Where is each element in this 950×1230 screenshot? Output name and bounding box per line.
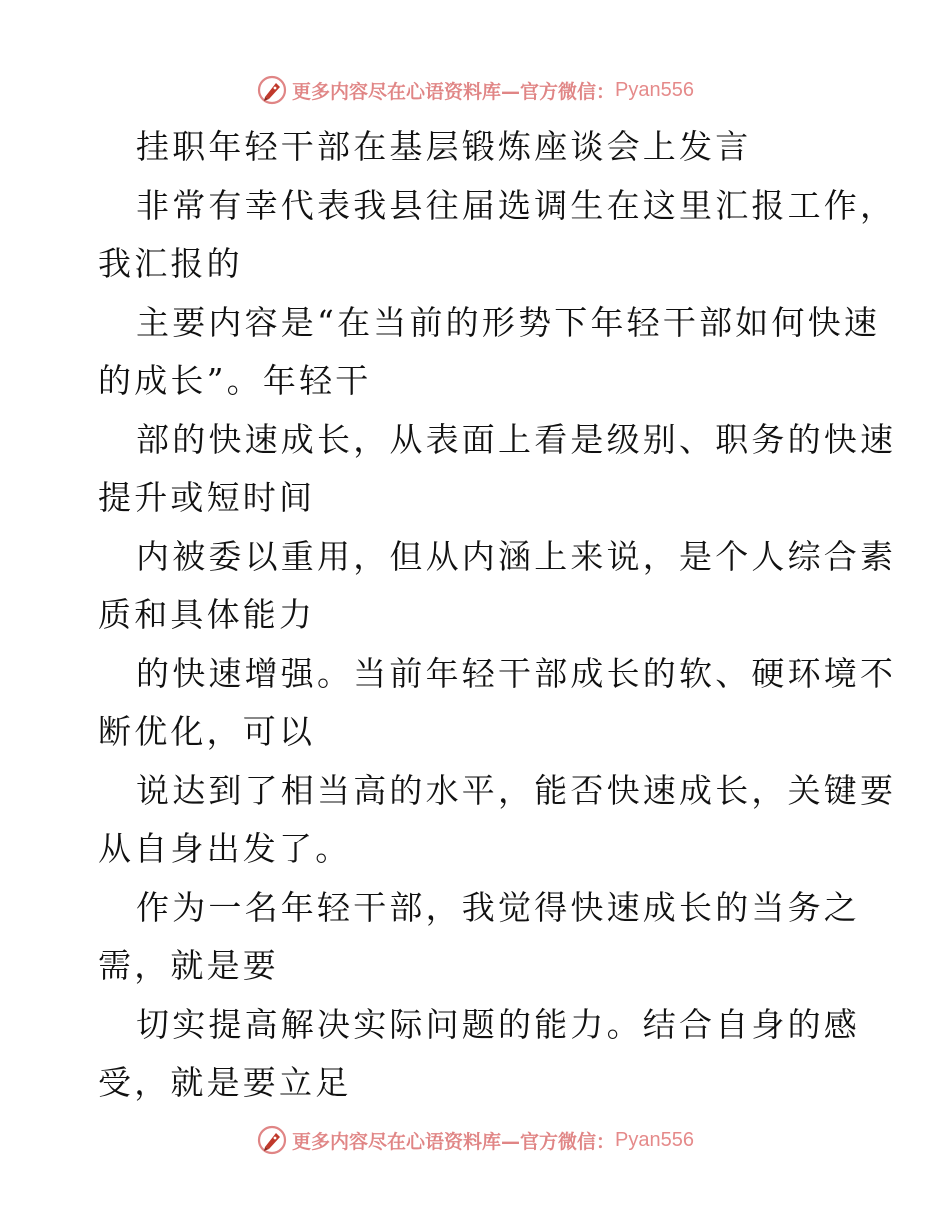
watermark-wechat-id: Pyan556 [615,1128,694,1151]
pen-nib-logo-icon [256,74,288,106]
pen-nib-logo-icon [256,1124,288,1156]
watermark-wechat-id: Pyan556 [615,78,694,101]
text-line: 从自身出发了。 [98,829,352,868]
header-watermark [0,72,950,108]
footer-watermark [0,1122,950,1158]
text-line: 的成长”。年轻干 [98,361,372,400]
text-line: 作为一名年轻干部，我觉得快速成长的当务之 [136,887,860,927]
text-line: 部的快速成长，从表面上看是级别、职务的快速 [136,419,897,459]
watermark-text: 更多内容尽在心语资料库—官方微信： [292,1130,616,1153]
text-line: 断优化，可以 [98,712,316,751]
text-line: 切实提高解决实际问题的能力。结合自身的感 [136,1004,860,1044]
watermark-text: 更多内容尽在心语资料库—官方微信： [292,80,616,103]
text-line: 需，就是要 [98,946,279,985]
text-line: 受，就是要立足 [98,1063,352,1102]
text-line: 说达到了相当高的水平，能否快速成长，关键要 [136,770,897,810]
document-body [98,118,897,1113]
text-line: 我汇报的 [98,244,243,283]
text-line: 提升或短时间 [98,478,316,517]
text-line: 的快速增强。当前年轻干部成长的软、硬环境不 [136,653,897,693]
text-line: 主要内容是“在当前的形势下年轻干部如何快速 [136,302,881,342]
text-line: 内被委以重用，但从内涵上来说，是个人综合素 [136,536,897,576]
text-line: 非常有幸代表我县往届选调生在这里汇报工作， [136,185,897,225]
text-line: 质和具体能力 [98,595,316,634]
text-line: 挂职年轻干部在基层锻炼座谈会上发言 [136,127,752,166]
